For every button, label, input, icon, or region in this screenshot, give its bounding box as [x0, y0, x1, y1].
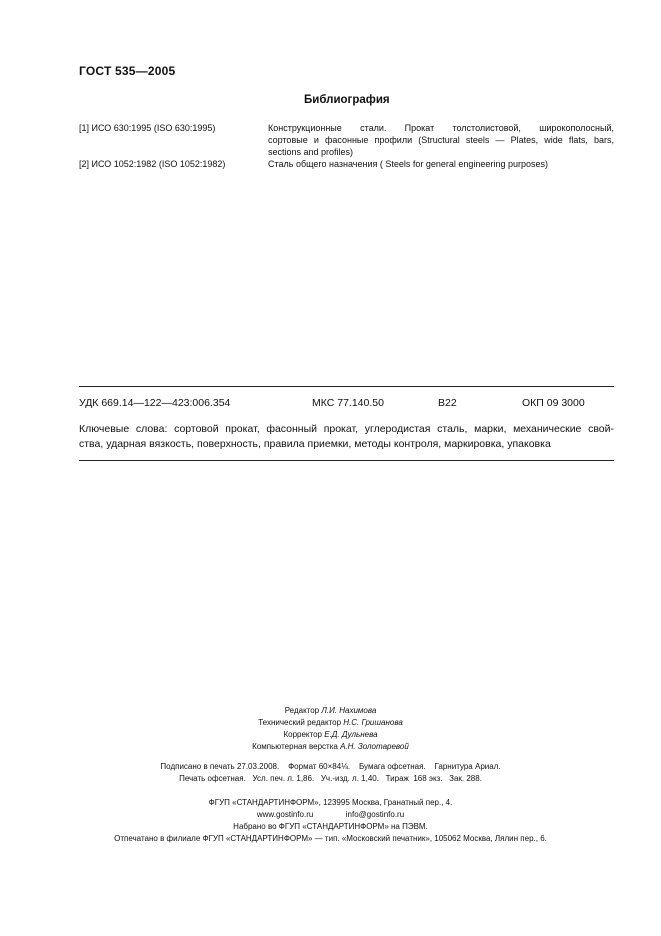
credits [0, 705, 661, 753]
standard-number: ГОСТ 535—2005 [79, 64, 176, 78]
keywords [79, 422, 614, 452]
keywords-line: Ключевые слова: сортовой прокат, фасонный прокат, углеродистая сталь, марки, механические свой- [79, 423, 614, 435]
group-code: В22 [438, 397, 457, 409]
publisher-printed: Отпечатано в филиале ФГУП «СТАНДАРТИНФОРМ» — тип. «Московский печатник», 105062 Москва, Лялин пер., 6. [114, 834, 547, 843]
bib-entry-1-line: Конструкционные стали. Прокат толстолистовой, широкополосный, [268, 123, 614, 133]
bib-entry-1-description [268, 122, 614, 158]
print-info-line: Печать офсетная. Усл. печ. л. 1,86. Уч.-изд. л. 1,40. Тираж 168 экз. Зак. 288. [179, 774, 482, 783]
credit-layout: Компьютерная верстка А.Н. Золотаревой [252, 742, 409, 751]
bib-entry-2-code: [2] ИСО 1052:1982 (ISO 1052:1982) [79, 159, 226, 169]
publisher-address: ФГУП «СТАНДАРТИНФОРМ», 123995 Москва, Гранатный пер., 4. [208, 798, 453, 807]
mks-code: МКС 77.140.50 [312, 397, 384, 409]
bibliography-title: Библиография [304, 94, 390, 106]
okp-code: ОКП 09 3000 [522, 397, 585, 409]
print-info-line: Подписано в печать 27.03.2008. Формат 60×84⅛. Бумага офсетная. Гарнитура Ариал. [160, 762, 501, 771]
publisher-website: www.gostinfo.ru [256, 810, 314, 819]
bib-entry-1-code: [1] ИСО 630:1995 (ISO 630:1995) [79, 123, 216, 133]
bib-entry-1-line: сортовые и фасонные профили (Structural steels — Plates, wide flats, bars, [268, 135, 614, 145]
print-info [0, 761, 661, 785]
publisher-contacts [0, 809, 661, 821]
publisher-email: info@gostinfo.ru [345, 810, 405, 819]
bib-entry-1-line: sections and profiles) [268, 147, 354, 157]
bib-entry-2-description [268, 158, 614, 170]
credit-tech-editor: Технический редактор Н.С. Гришанова [258, 718, 403, 727]
bib-entry-2-line: Сталь общего назначения ( Steels for general engineering purposes) [268, 159, 548, 169]
credit-proofreader: Корректор Е.Д. Дульнева [283, 730, 378, 739]
udk-code: УДК 669.14—122—423:006.354 [79, 397, 231, 409]
credit-editor: Редактор Л.И. Нахимова [284, 706, 377, 715]
divider-top [79, 386, 614, 387]
publisher-typeset: Набрано во ФГУП «СТАНДАРТИНФОРМ» на ПЭВМ. [233, 822, 428, 831]
keywords-line: ства, ударная вязкость, поверхность, правила приемки, методы контроля, маркировка, упаковка [79, 438, 551, 450]
publisher-info [0, 797, 661, 845]
divider-bottom [79, 460, 614, 461]
